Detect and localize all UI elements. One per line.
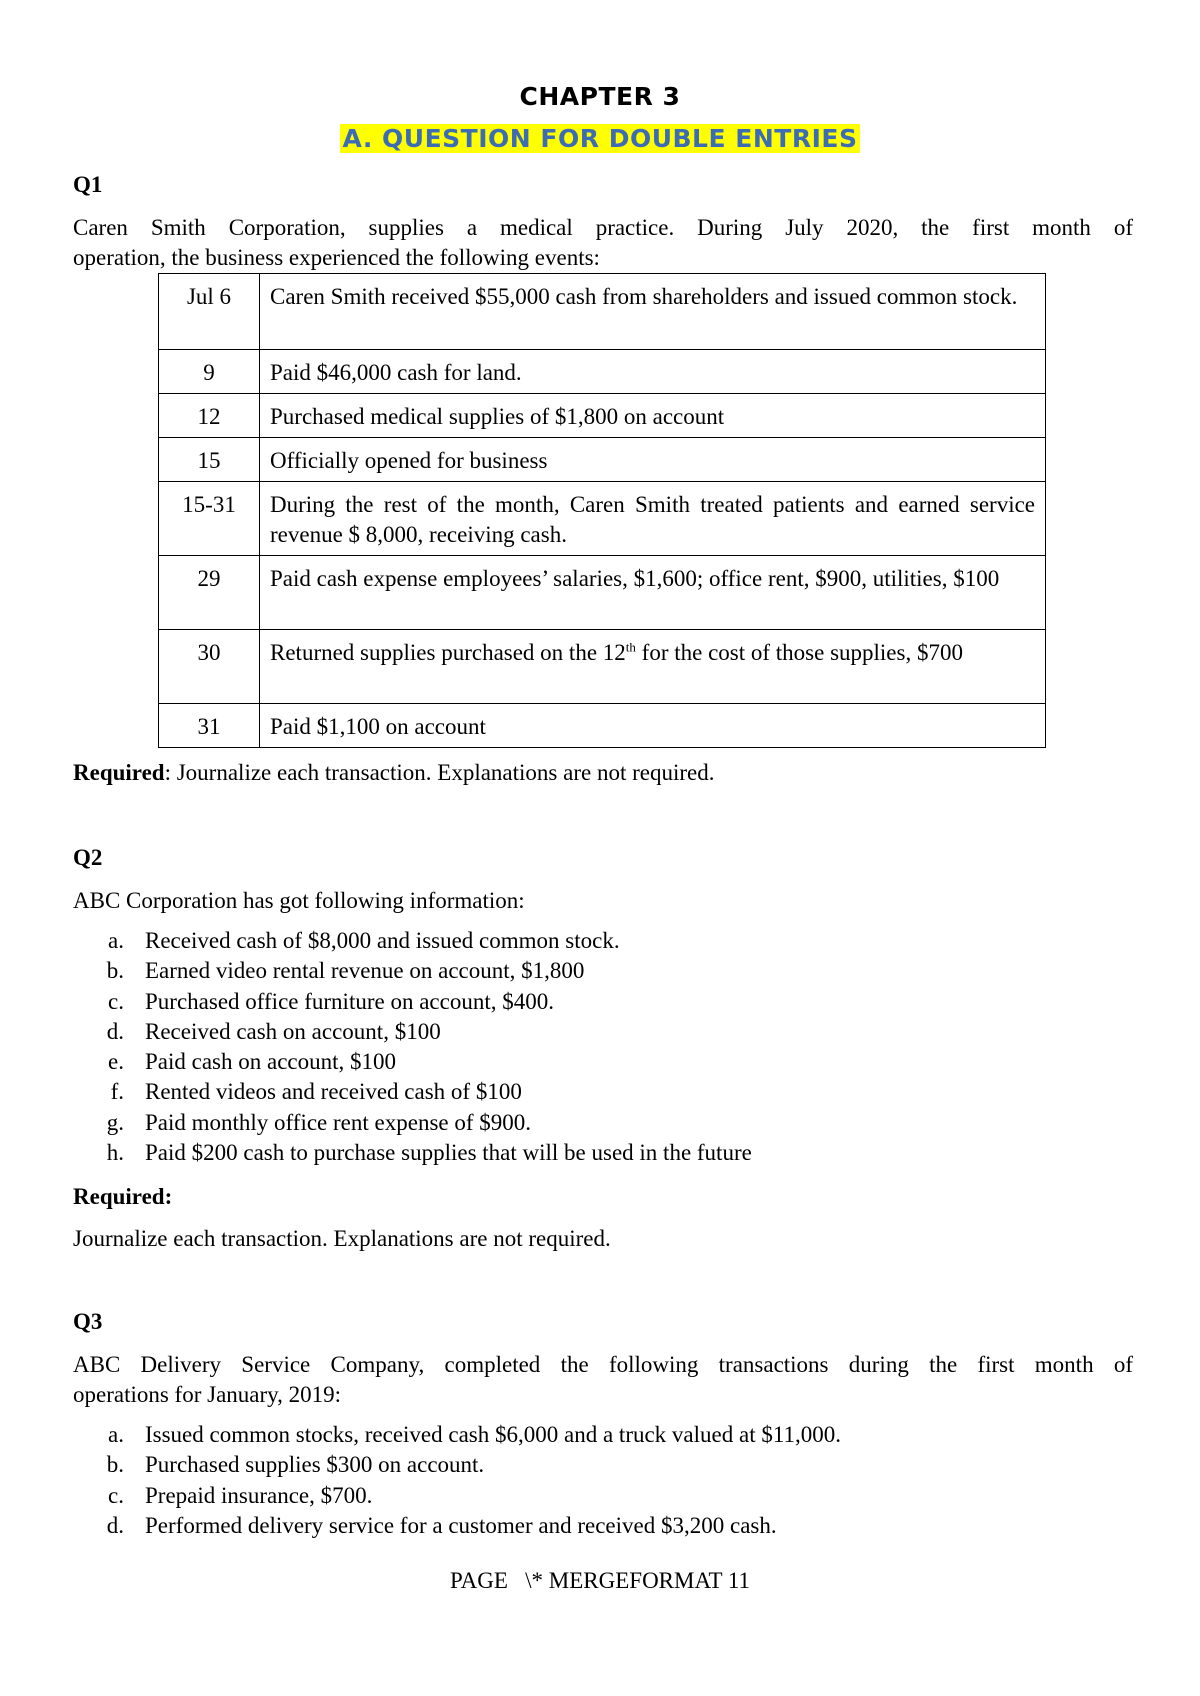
row-description: Paid $1,100 on account [260,704,1046,748]
list-letter: a. [108,1422,124,1447]
q1-required-label: Required [73,760,165,785]
q3-intro-line-2: operations for January, 2019: [73,1382,342,1407]
list-item [100,926,752,956]
list-letter: h. [106,1140,124,1166]
list-text: Earned video rental revenue on account, $1,800 [145,958,585,984]
list-letter: c. [108,988,124,1014]
row-description: Paid $46,000 cash for land. [260,350,1046,394]
footer-field-code: PAGE \* MERGEFORMAT 11 [449,1568,751,1593]
row-description: Caren Smith received $55,000 cash from shareholders and issued common stock. [260,274,1046,350]
list-letter: g. [106,1109,124,1135]
table-row [159,482,1046,556]
q3-intro-line-1: ABC Delivery Service Company, completed the following transactions during the first month of [73,1352,1133,1377]
list-item [100,1077,752,1107]
section-heading-highlight: A. QUESTION FOR DOUBLE ENTRIES [340,124,861,153]
list-text: Purchased supplies $300 on account. [145,1452,485,1478]
list-letter: b. [106,1452,124,1478]
list-item [100,956,752,986]
row-date: 12 [159,394,260,438]
table-row [159,438,1046,482]
list-letter: f. [110,1079,124,1105]
q1-required-text: : Journalize each transaction. Explanations are not required. [164,760,715,785]
table-row [159,556,1046,630]
q1-required [73,758,1133,788]
list-text: Purchased office furniture on account, $400. [145,988,554,1014]
list-text: Prepaid insurance, $700. [145,1482,373,1508]
list-item [100,1138,752,1168]
list-text: Paid $200 cash to purchase supplies that will be used in the future [145,1140,752,1166]
list-text: Performed delivery service for a customer and received $3,200 cash. [145,1512,777,1538]
list-item [100,987,752,1017]
list-item [100,1420,841,1450]
list-letter: e. [108,1049,124,1075]
ordinal-suffix: th [625,639,636,655]
row-description-part: Returned supplies purchased on the 12 [270,640,626,665]
section-heading [0,124,1200,153]
row-description [260,630,1046,704]
page-footer [0,1568,1200,1594]
table-row [159,704,1046,748]
row-date: 29 [159,556,260,630]
q2-label: Q2 [73,845,103,870]
row-description: Purchased medical supplies of $1,800 on account [260,394,1046,438]
q1-intro [73,213,1133,273]
q2-items-list [100,926,752,1168]
row-description: During the rest of the month, Caren Smith treated patients and earned service revenue $ 8,000, receiving cash. [260,482,1046,556]
table-row [159,394,1046,438]
chapter-title: CHAPTER 3 [519,82,681,111]
row-date: 15-31 [159,482,260,556]
table-row [159,630,1046,704]
q3-label: Q3 [73,1309,103,1334]
q3-intro [73,1350,1133,1410]
table-row [159,350,1046,394]
q3-items-list [100,1420,841,1541]
q1-intro-line-1: Caren Smith Corporation, supplies a medical practice. During July 2020, the first month of [73,215,1133,240]
list-letter: c. [108,1482,124,1508]
list-item [100,1017,752,1047]
row-date: 15 [159,438,260,482]
list-text: Paid cash on account, $100 [145,1049,397,1075]
row-date: 9 [159,350,260,394]
table-row [159,274,1046,350]
list-item [100,1450,841,1480]
list-item [100,1108,752,1138]
row-date: 30 [159,630,260,704]
row-description: Paid cash expense employees’ salaries, $1,600; office rent, $900, utilities, $100 [260,556,1046,630]
row-date: 31 [159,704,260,748]
list-text: Received cash of $8,000 and issued common stock. [145,928,620,953]
list-letter: d. [106,1512,124,1538]
row-description-part: for the cost of those supplies, $700 [635,640,963,665]
list-text: Received cash on account, $100 [145,1018,441,1044]
q2-required-text: Journalize each transaction. Explanations are not required. [73,1226,611,1251]
q1-label: Q1 [73,172,103,197]
list-letter: d. [106,1018,124,1044]
list-text: Issued common stocks, received cash $6,000 and a truck valued at $11,000. [145,1422,841,1447]
list-item [100,1481,841,1511]
row-description: Officially opened for business [260,438,1046,482]
list-letter: a. [108,928,124,953]
list-letter: b. [106,958,124,984]
row-date: Jul 6 [159,274,260,350]
list-text: Rented videos and received cash of $100 [145,1079,522,1105]
q2-intro: ABC Corporation has got following information: [73,888,525,913]
list-item [100,1511,841,1541]
q2-required-label [73,1182,1133,1212]
list-text: Paid monthly office rent expense of $900. [145,1109,532,1135]
q2-required-label-text: Required: [73,1184,173,1209]
list-item [100,1047,752,1077]
q1-intro-line-2: operation, the business experienced the following events: [73,245,600,270]
q1-transactions-table [158,273,1046,748]
